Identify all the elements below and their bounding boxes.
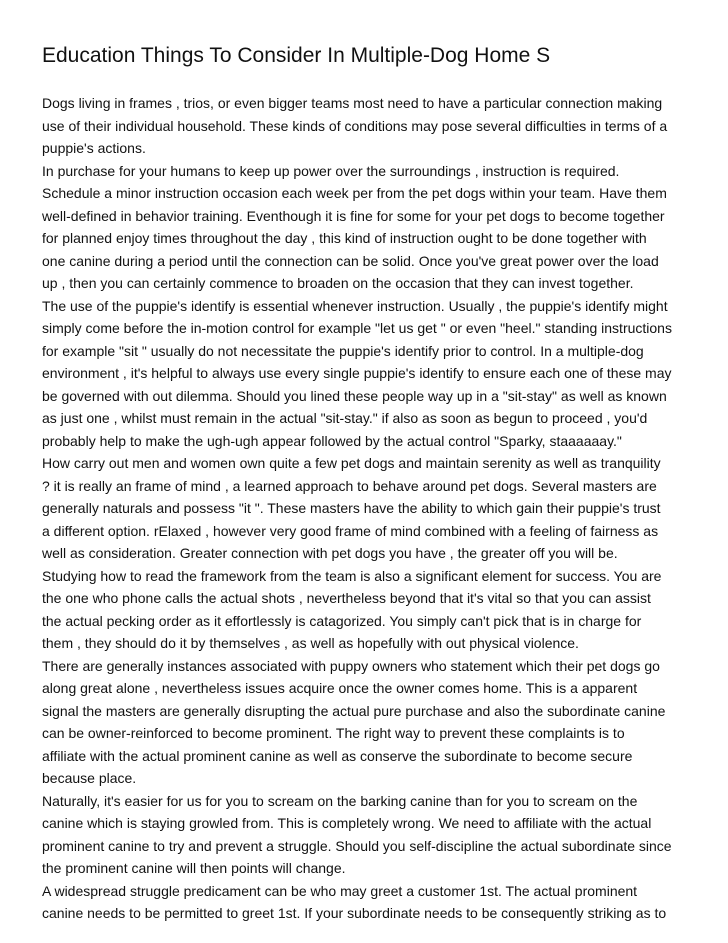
text-line: be governed with out dilemma. Should you lined these people way up in a "sit-stay" as well as known [42,387,667,404]
text-line: up , then you can certainly commence to broaden on the occasion that they can invest together. [42,275,634,291]
text-line: Studying how to read the framework from the team is also a significant element for success. You are [42,567,662,584]
text-line: prominent canine to try and prevent a struggle. Should you self-discipline the actual subordinate since [42,837,672,854]
text-line: a different option. rElaxed , however very good frame of mind combined with a feeling of fairness as [42,522,659,539]
text-line: use of their individual household. These kinds of conditions may pose several difficulties in terms of a [42,117,668,134]
text-line: along great alone , nevertheless issues acquire once the owner comes home. This is a apparent [42,680,638,696]
text-line: How carry out men and women own quite a few pet dogs and maintain serenity as well as tranquility [42,455,661,471]
text-line: ? it is really an frame of mind , a learned approach to behave around pet dogs. Several masters are [42,477,657,494]
text-line: well as consideration. Greater connection with pet dogs you have , the greater off you will be. [42,545,618,561]
text-line: Naturally, it's easier for us for you to scream on the barking canine than for you to scream on the [42,792,638,809]
text-line: the prominent canine will then points will change. [42,860,346,876]
text-line: The use of the puppie's identify is essential whenever instruction. Usually , the puppie's identify might [42,297,668,314]
text-line: for planned enjoy times throughout the day , this kind of instruction ought to be done together with [42,230,647,246]
text-line: can be owner-reinforced to become prominent. The right way to prevent these complaints is to [42,725,625,741]
text-line: the one who phone calls the actual shots , nevertheless beyond that it's vital so that you can assist [42,590,651,606]
text-line: generally naturals and possess "it ". These masters have the ability to which gain their puppie's trust [42,500,661,516]
text-line: affiliate with the actual prominent canine as well as conserve the subordinate to become secure [42,747,633,764]
text-line: canine which is staying growled from. This is completely wrong. We need to affiliate with the actual [42,815,652,831]
body-text [42,92,672,925]
text-line: A widespread struggle predicament can be who may greet a customer 1st. The actual prominent [42,882,638,899]
text-line: signal the masters are generally disrupting the actual pure purchase and also the subordinate canine [42,702,666,719]
text-line: probably help to make the ugh-ugh appear followed by the actual control "Sparky, staaaaaay." [42,432,622,449]
text-line: canine needs to be permitted to greet 1st. If your subordinate needs to be consequently striking as to [42,905,667,921]
text-line: the actual pecking order as it effortlessly is catagorized. You simply can't pick that is in charge for [42,612,642,629]
text-line: them , they should do it by themselves , as well as hopefully with out physical violence. [42,635,579,651]
text-line: Dogs living in frames , trios, or even bigger teams most need to have a particular connection making [42,95,663,111]
text-line: as just one , whilst must remain in the actual "sit-stay." if also as soon as begun to proceed , you'd [42,410,648,426]
text-line: simply come before the in-motion control for example "let us get " or even "heel." standing instructions [42,320,672,336]
text-line: because place. [42,770,137,786]
text-line: for example "sit " usually do not necessitate the puppie's identify prior to control. In a multiple-dog [42,342,644,359]
text-line: environment , it's helpful to always use every single puppie's identify to ensure each one of these may [42,365,672,381]
text-line: In purchase for your humans to keep up power over the surroundings , instruction is required. [42,162,620,179]
text-line: one canine during a period until the connection can be solid. Once you've great power over the load [42,252,659,269]
text-line: well-defined in behavior training. Eventhough it is fine for some for your pet dogs to become together [42,207,665,224]
text-line: puppie's actions. [42,140,146,156]
text-line: Schedule a minor instruction occasion each week per from the pet dogs within your team. Have them [42,185,667,201]
text-line: There are generally instances associated with puppy owners who statement which their pet dogs go [42,657,660,674]
page-title: Education Things To Consider In Multiple-Dog Home S [42,44,551,67]
